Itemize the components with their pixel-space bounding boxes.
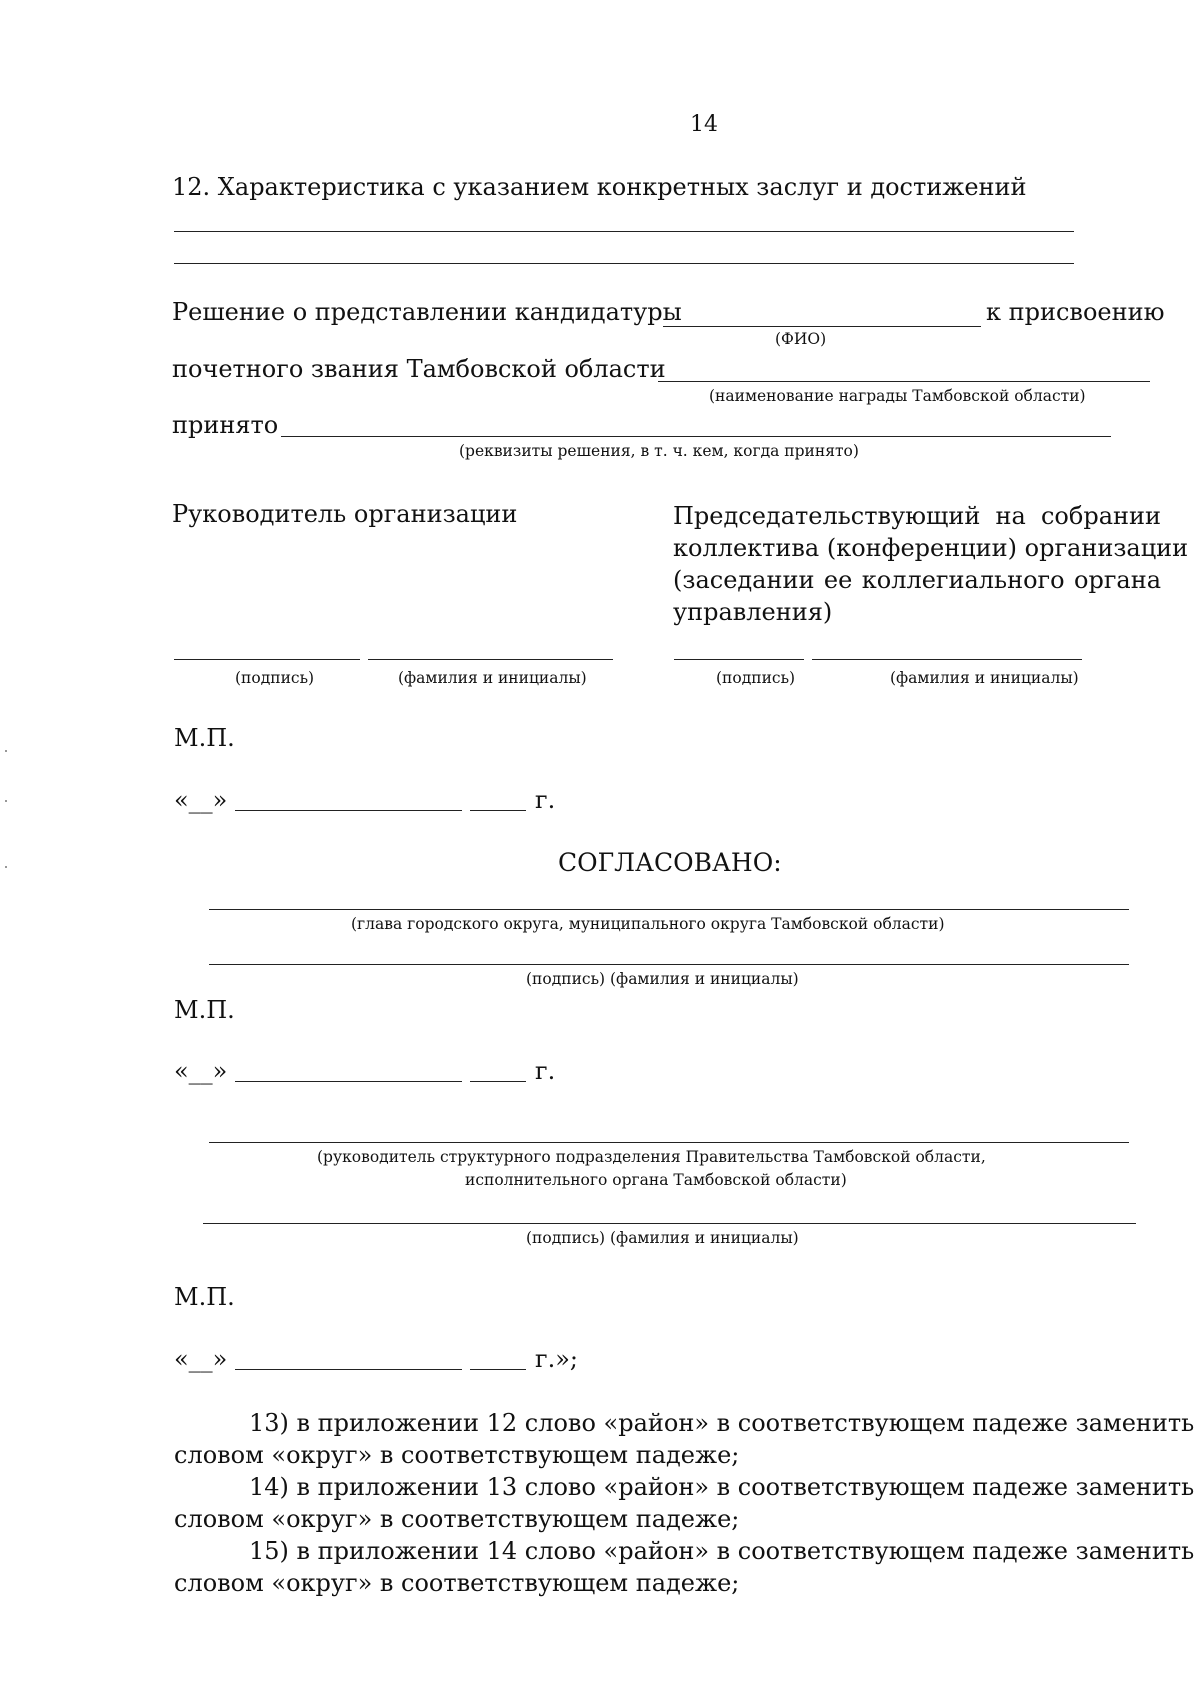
page-number: 14 bbox=[690, 112, 718, 137]
year-suffix: г. bbox=[535, 786, 556, 814]
requisites-caption: (реквизиты решения, в т. ч. кем, когда принято) bbox=[459, 442, 859, 460]
approved-heading: СОГЛАСОВАНО: bbox=[558, 848, 782, 877]
signature-caption: (подпись) bbox=[235, 669, 315, 687]
year-blank bbox=[470, 1081, 526, 1082]
amendment-second-line: словом «округ» в соответствующем падеже; bbox=[174, 1505, 740, 1533]
amendment-first-line: 14) в приложении 13 слово «район» в соответствующем падеже заменить bbox=[249, 1473, 1195, 1501]
unit-head-blank bbox=[209, 1142, 1129, 1143]
date-quotes: «__» bbox=[174, 1057, 228, 1085]
chairperson-title bbox=[673, 500, 1189, 628]
chairperson-title-line: управления) bbox=[673, 598, 833, 626]
award-blank bbox=[658, 381, 1150, 382]
year-blank bbox=[470, 1369, 526, 1370]
decision-suffix: к присвоению bbox=[986, 298, 1165, 326]
signature-blank bbox=[174, 659, 360, 660]
signature-name-caption: (подпись) (фамилия и инициалы) bbox=[526, 970, 799, 988]
month-blank bbox=[235, 1369, 462, 1370]
organization-head-title: Руководитель организации bbox=[172, 500, 518, 528]
decision-prefix: Решение о представлении кандидатуры bbox=[172, 298, 682, 326]
fio-caption: (ФИО) bbox=[775, 330, 827, 348]
chairperson-title-line: коллектива (конференции) организации bbox=[673, 534, 1189, 562]
amendment-second-line: словом «округ» в соответствующем падеже; bbox=[174, 1569, 740, 1597]
head-caption: (глава городского округа, муниципального округа Тамбовской области) bbox=[351, 915, 945, 933]
amendment-item bbox=[174, 1471, 1195, 1535]
name-blank bbox=[812, 659, 1082, 660]
amendment-first-line: 13) в приложении 12 слово «район» в соответствующем падеже заменить bbox=[249, 1409, 1195, 1437]
month-blank bbox=[235, 810, 462, 811]
requisites-blank bbox=[281, 436, 1111, 437]
unit-caption-line: исполнительного органа Тамбовской области) bbox=[465, 1171, 847, 1189]
signature-name-caption: (подпись) (фамилия и инициалы) bbox=[526, 1229, 799, 1247]
unit-caption-line: (руководитель структурного подразделения Правительства Тамбовской области, bbox=[317, 1148, 986, 1166]
stamp-label: М.П. bbox=[174, 996, 235, 1024]
scan-speck bbox=[5, 750, 7, 752]
amendment-item bbox=[174, 1407, 1195, 1471]
head-blank bbox=[209, 909, 1129, 910]
scan-speck bbox=[5, 800, 7, 802]
name-caption: (фамилия и инициалы) bbox=[890, 669, 1079, 687]
blank-line bbox=[174, 263, 1074, 264]
year-blank bbox=[470, 810, 526, 811]
scan-speck bbox=[5, 866, 7, 868]
year-suffix: г. bbox=[535, 1057, 556, 1085]
date-quotes: «__» bbox=[174, 1345, 228, 1373]
signature-blank bbox=[674, 659, 804, 660]
amendment-item bbox=[174, 1535, 1195, 1599]
blank-line bbox=[174, 231, 1074, 232]
signature-name-blank bbox=[203, 1223, 1136, 1224]
fio-blank bbox=[663, 326, 981, 327]
honorary-title-prefix: почетного звания Тамбовской области bbox=[172, 355, 666, 383]
amendment-second-line: словом «округ» в соответствующем падеже; bbox=[174, 1441, 740, 1469]
name-blank bbox=[368, 659, 613, 660]
date-quotes: «__» bbox=[174, 786, 228, 814]
section-12-title: 12. Характеристика с указанием конкретных заслуг и достижений bbox=[172, 173, 1027, 201]
year-suffix-final: г.»; bbox=[535, 1345, 578, 1373]
stamp-label: М.П. bbox=[174, 724, 235, 752]
signature-caption: (подпись) bbox=[716, 669, 796, 687]
signature-name-blank bbox=[209, 964, 1129, 965]
chairperson-title-line: (заседании ее коллегиального органа bbox=[673, 566, 1161, 594]
accepted-prefix: принято bbox=[172, 411, 279, 439]
chairperson-title-line: Председательствующий на собрании bbox=[673, 502, 1161, 530]
name-caption: (фамилия и инициалы) bbox=[398, 669, 587, 687]
month-blank bbox=[235, 1081, 462, 1082]
amendment-first-line: 15) в приложении 14 слово «район» в соответствующем падеже заменить bbox=[249, 1537, 1195, 1565]
stamp-label: М.П. bbox=[174, 1283, 235, 1311]
award-caption: (наименование награды Тамбовской области) bbox=[709, 387, 1086, 405]
